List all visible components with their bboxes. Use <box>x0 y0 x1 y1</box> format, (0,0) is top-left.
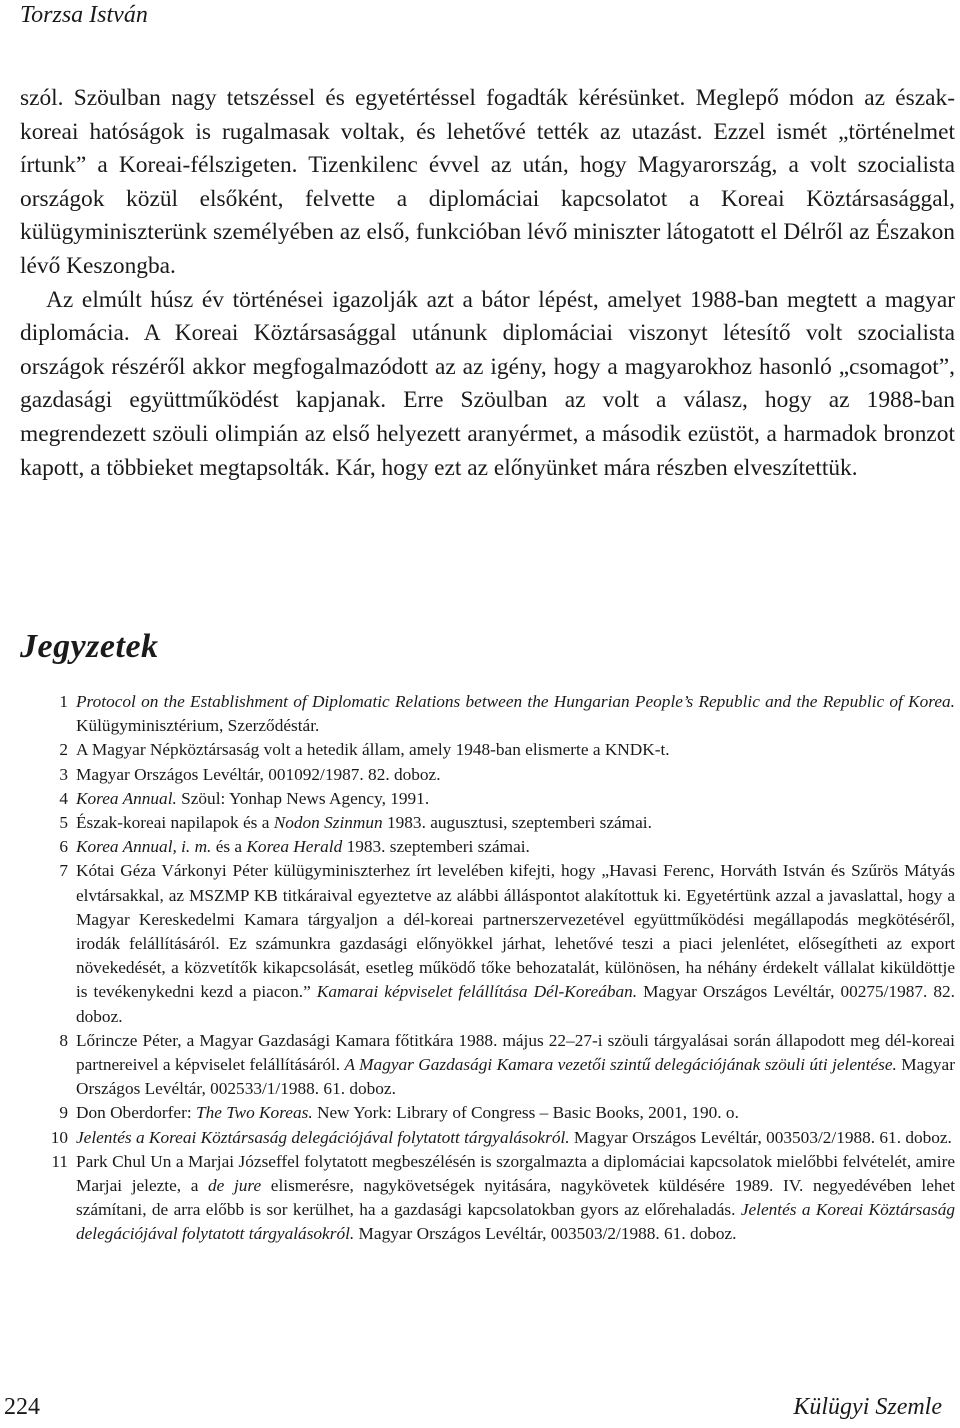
footnote-text: Korea Annual. Szöul: Yonhap News Agency, 1991. <box>76 788 430 808</box>
footnote-text: Korea Annual, i. m. és a Korea Herald 1983. szeptemberi számai. <box>76 837 530 857</box>
footnote-item <box>20 1126 955 1150</box>
footnote-item <box>20 738 955 762</box>
footnote-number: 8 <box>59 1030 68 1050</box>
footnote-text: Kótai Géza Várkonyi Péter külügyminiszterhez írt levelében kifejti, hogy „Havasi Ferenc, Horváth István és Szűrös Mátyás elvtársakkal, az MSZMP KB titkáraival egyeztetve az alábbi álláspontot alakítottuk ki. Egyetértünk azzal a javaslattal, hogy a Magyar Kereskedelmi Kamara tárgyaljon a dél-koreai partnerszervezetével együttműködési megállapodás megkötéséről, irodák felállításáról. Ez számunkra gazdasági előnyökkel járhat, lehetővé teszi a piaci jelenlétet, elősegítheti az export növekedését, a közvetítők kikapcsolását, esetleg működő tőke behozatalát, különösen, ha néhány érdekelt vállalat kiküldöttje is tevékenykedni kezd a piacon.” Kamarai képviselet felállítása Dél-Koreában. Magyar Országos Levéltár, 00275/1987. 82. doboz. <box>76 861 955 1026</box>
body-paragraph: Az elmúlt húsz év történései igazolják azt a bátor lépést, amelyet 1988-ban megtett a magyar diplomácia. A Koreai Köztársasággal utánunk diplomáciai viszonyt létesítő volt szocialista országok részéről akkor megfogalmazódott az az igény, hogy a magyarokhoz hasonló „csomagot”, gazdasági együttműködést kapjanak. Erre Szöulban az volt a válasz, hogy az 1988-ban megrendezett szöuli olimpián az első helyezett aranyérmet, a második ezüstöt, a harmadok bronzot kapott, a többieket megtapsolták. Kár, hogy ezt az előnyünket mára részben elveszítettük. <box>20 286 955 481</box>
footnote-number: 11 <box>51 1151 68 1171</box>
footnote-text: Don Oberdorfer: The Two Koreas. New York: Library of Congress – Basic Books, 2001, 190. o. <box>76 1103 739 1123</box>
footnote-number: 2 <box>59 740 68 760</box>
footnote-item <box>20 690 955 738</box>
page-number: 224 <box>4 1394 40 1420</box>
footnote-number: 4 <box>59 788 68 808</box>
footnote-number: 6 <box>59 837 68 857</box>
footnote-number: 7 <box>59 861 68 881</box>
footnote-item <box>20 835 955 859</box>
body-text <box>20 82 955 485</box>
journal-title: Külügyi Szemle <box>793 1394 942 1420</box>
footnote-item <box>20 1150 955 1247</box>
footnote-text: Magyar Országos Levéltár, 001092/1987. 82. doboz. <box>76 764 441 784</box>
footnote-number: 9 <box>59 1103 68 1123</box>
footnote-item <box>20 763 955 787</box>
footnote-item <box>20 787 955 811</box>
notes-heading: Jegyzetek <box>20 628 159 665</box>
body-paragraph: szól. Szöulban nagy tetszéssel és egyetértéssel fogadták kérésünket. Meglepő módon az észak-koreai hatóságok is rugalmasak voltak, és lehetővé tették az utazást. Ezzel ismét „történelmet írtunk” a Koreai-félszigeten. Tizenkilenc évvel az után, hogy Magyarország, a volt szocialista országok közül elsőként, felvette a diplomáciai kapcsolatot a Koreai Köztársasággal, külügyminiszterünk személyében az első, funkcióban lévő miniszter látogatott el Délről az Északon lévő Keszongba. <box>20 85 955 279</box>
footnote-item <box>20 1101 955 1125</box>
footnote-text: Lőrincze Péter, a Magyar Gazdasági Kamara főtitkára 1988. május 22–27-i szöuli tárgyalásai során állapodott meg dél-koreai partnereivel a képviselet felállításáról. A Magyar Gazdasági Kamara vezetői szintű delegációjának szöuli úti jelentése. Magyar Országos Levéltár, 002533/1/1988. 61. doboz. <box>76 1030 955 1099</box>
footnote-text: Park Chul Un a Marjai Józseffel folytatott megbeszélésén is szorgalmazta a diplomáciai kapcsolatok mielőbbi felvételét, amire Marjai jelezte, a de jure elismerésre, nagykövetségek nyitására, nagykövetek küldésére 1989. IV. negyedévében lehet számítani, de arra előbb is sor kerülhet, ha a gazdasági kapcsolatokban gyors az előrehaladás. Jelentés a Koreai Köztársaság delegációjával folytatott tárgyalásokról. Magyar Országos Levéltár, 003503/2/1988. 61. doboz. <box>76 1151 955 1244</box>
running-head-author: Torzsa István <box>20 2 148 28</box>
footnote-number: 1 <box>59 692 68 711</box>
footnote-item <box>20 1029 955 1102</box>
footnote-item <box>20 811 955 835</box>
footnote-number: 3 <box>59 764 68 784</box>
footnote-text: A Magyar Népköztársaság volt a hetedik állam, amely 1948-ban elismerte a KNDK-t. <box>76 740 670 760</box>
footnote-text: Jelentés a Koreai Köztársaság delegációjával folytatott tárgyalásokról. Magyar Országos Levéltár, 003503/2/1988. 61. doboz. <box>76 1127 952 1147</box>
footnote-number: 10 <box>50 1127 68 1147</box>
footnote-text: Protocol on the Establishment of Diplomatic Relations between the Hungarian People’s Republic and the Republic of Korea. Külügyminisztérium, Szerződéstár. <box>76 692 955 736</box>
footnote-number: 5 <box>59 813 68 833</box>
notes-list <box>20 690 955 1247</box>
footnote-item <box>20 859 955 1028</box>
footnote-text: Észak-koreai napilapok és a Nodon Szinmun 1983. augusztusi, szeptemberi számai. <box>76 813 652 833</box>
